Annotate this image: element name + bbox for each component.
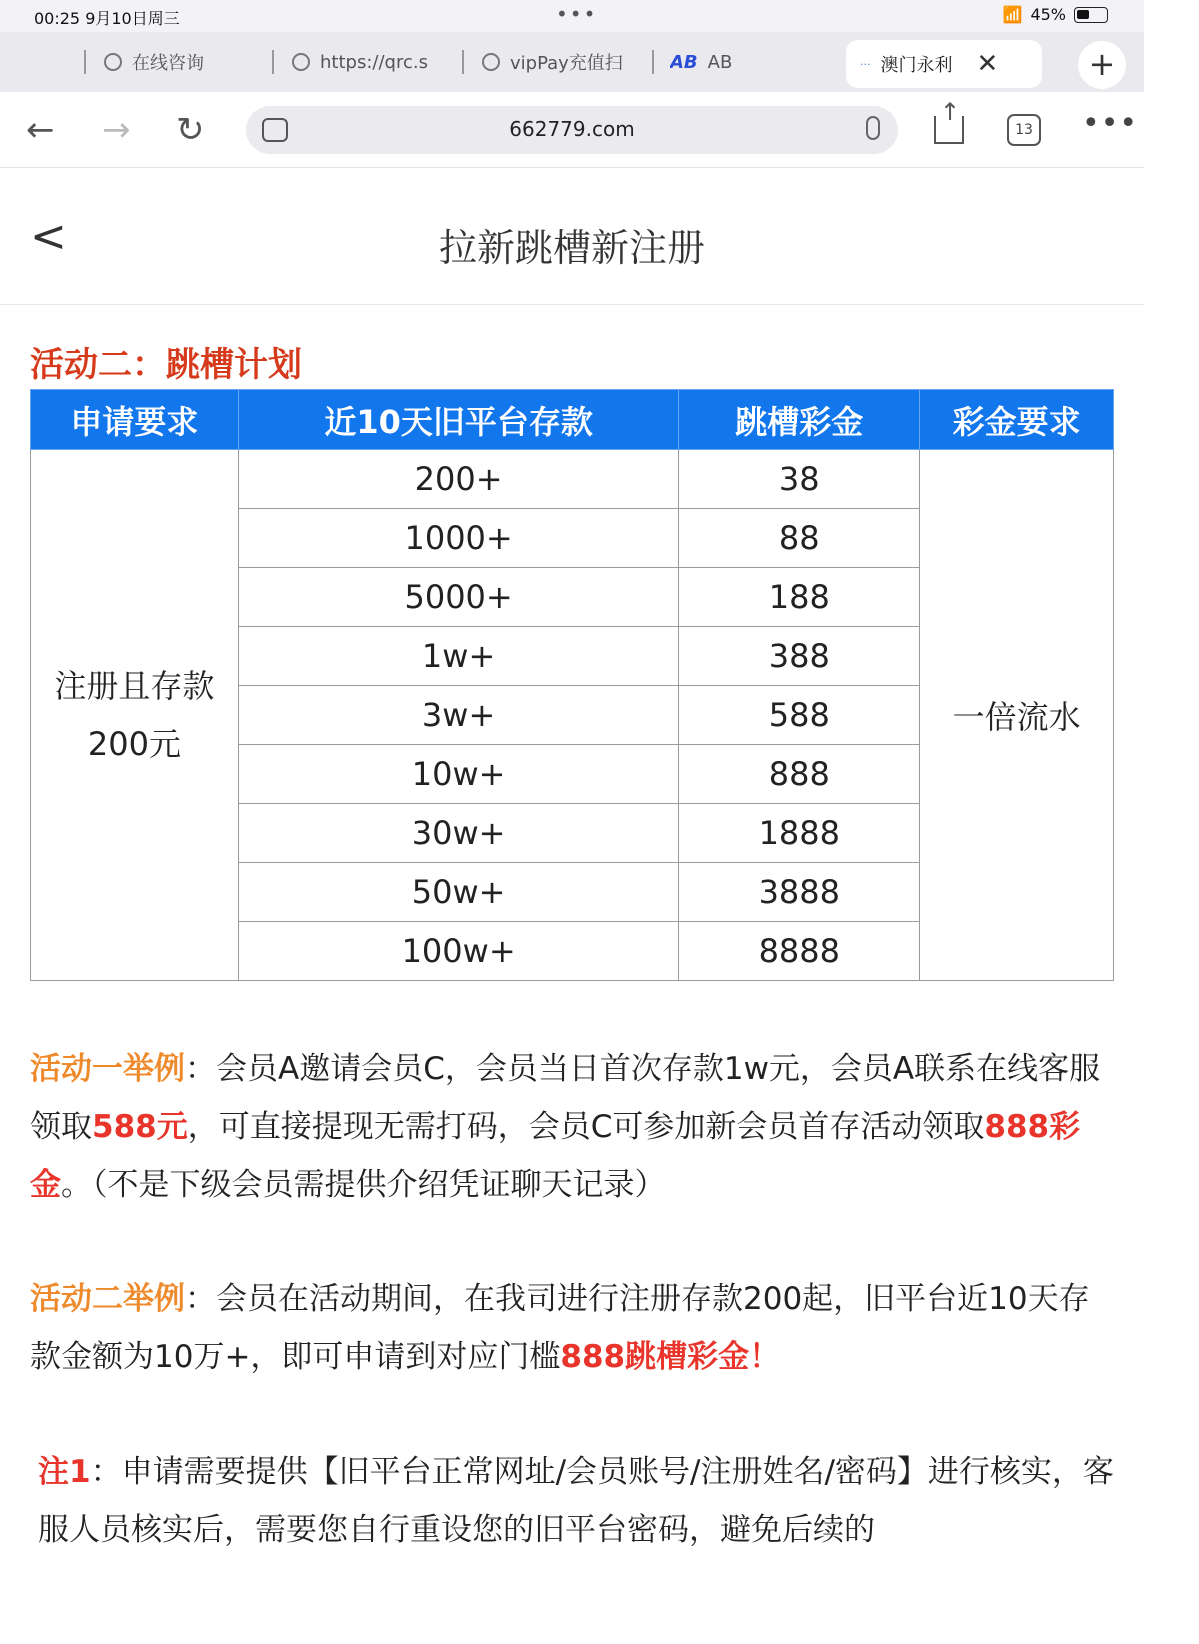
header-requirement: 申请要求 (31, 390, 239, 450)
tab-separator (84, 50, 86, 74)
cell-bonus: 3888 (679, 863, 920, 922)
table-body (31, 450, 1114, 981)
tab-vippay[interactable] (482, 44, 638, 80)
cell-bonus: 88 (679, 509, 920, 568)
cell-bonus: 8888 (679, 922, 920, 981)
wifi-icon: 📶 (1002, 5, 1023, 24)
header-bonus-requirement: 彩金要求 (920, 390, 1114, 450)
example-one-highlight-b: 888彩金 (30, 1109, 1081, 1203)
browser-toolbar (0, 92, 1144, 168)
cell-bonus: 888 (679, 745, 920, 804)
reload-icon[interactable]: ↻ (176, 110, 205, 150)
header-deposit: 近10天旧平台存款 (238, 390, 679, 450)
example-one-text-c: 。（不是下级会员需提供介绍凭证聊天记录） (61, 1167, 666, 1203)
globe-icon (104, 53, 122, 71)
ab-logo-icon: AB (670, 51, 698, 73)
note-one (30, 1443, 1114, 1559)
more-menu-icon[interactable]: ••• (1082, 106, 1139, 141)
cell-deposit: 200+ (238, 450, 679, 509)
tab-label: AB (707, 51, 733, 73)
cell-deposit: 1w+ (238, 627, 679, 686)
example-one (30, 1040, 1114, 1214)
status-time: 00:25 9月10日周三 (34, 9, 180, 28)
tab-online-chat[interactable] (104, 44, 264, 80)
site-favicon-icon: ··· (860, 57, 871, 71)
new-tab-button[interactable]: + (1078, 41, 1126, 89)
cell-deposit: 5000+ (238, 568, 679, 627)
tab-count-button[interactable]: 13 (1007, 114, 1041, 146)
example-two-label: 活动二举例 (30, 1281, 185, 1317)
example-two (30, 1270, 1114, 1386)
tab-separator (462, 50, 464, 74)
multitask-dots-icon[interactable]: ••• (556, 2, 598, 26)
tab-ab[interactable] (670, 44, 790, 80)
cell-deposit: 10w+ (238, 745, 679, 804)
close-tab-icon[interactable]: ✕ (976, 49, 999, 79)
header-bonus: 跳槽彩金 (679, 390, 920, 450)
example-one-highlight-a: 588元 (92, 1109, 188, 1145)
tab-label: 在线咨询 (132, 53, 204, 74)
cell-deposit: 1000+ (238, 509, 679, 568)
cell-bonus-requirement: 一倍流水 (920, 450, 1114, 981)
tab-separator (652, 50, 654, 74)
page-header (0, 169, 1144, 305)
section-title: 活动二：跳槽计划 (30, 345, 302, 385)
globe-icon (292, 53, 310, 71)
cell-deposit: 100w+ (238, 922, 679, 981)
cell-deposit: 3w+ (238, 686, 679, 745)
battery-icon (1074, 7, 1108, 23)
example-two-highlight: 888跳槽彩金！ (560, 1339, 781, 1375)
cell-deposit: 30w+ (238, 804, 679, 863)
microphone-icon[interactable] (866, 116, 880, 140)
share-icon[interactable] (934, 116, 964, 144)
cell-bonus: 188 (679, 568, 920, 627)
chevron-left-icon[interactable]: < (30, 211, 67, 262)
cell-bonus: 1888 (679, 804, 920, 863)
cell-bonus: 588 (679, 686, 920, 745)
tab-qrc[interactable] (292, 44, 448, 80)
globe-icon (482, 53, 500, 71)
cell-bonus: 388 (679, 627, 920, 686)
example-one-label: 活动一举例 (30, 1051, 185, 1087)
example-one-text-b: ，可直接提现无需打码，会员C可参加新会员首存活动领取 (187, 1109, 985, 1145)
tab-label: vipPay充值扫 (510, 53, 623, 74)
tab-separator (272, 50, 274, 74)
cell-bonus: 38 (679, 450, 920, 509)
battery-fill (1077, 10, 1089, 19)
bonus-table (30, 389, 1114, 981)
note-one-label: 注1 (38, 1454, 91, 1490)
tab-label: https://qrc.s (320, 51, 428, 73)
back-arrow-icon[interactable]: ← (26, 110, 55, 150)
table-row (31, 450, 1114, 509)
cell-requirement: 注册且存款 200元 (31, 450, 239, 981)
address-bar[interactable] (246, 106, 898, 154)
status-right (1003, 5, 1108, 24)
url-text: 662779.com (509, 117, 635, 141)
tab-active[interactable] (846, 40, 1042, 88)
tab-label: 澳门永利 (880, 55, 953, 76)
forward-arrow-icon[interactable]: → (102, 110, 131, 150)
battery-percent: 45% (1030, 5, 1066, 24)
note-one-text: ：申请需要提供【旧平台正常网址/会员账号/注册姓名/密码】进行核实，客服人员核实后，需要您自行重设您的旧平台密码，避免后续的 (38, 1454, 1114, 1548)
tab-bar (0, 32, 1144, 92)
page-title: 拉新跳槽新注册 (438, 226, 705, 270)
example-one-text-a: ：会员A邀请会员C，会员当日首次存款1w元，会员A联系在线客服领取 (30, 1051, 1101, 1145)
cell-deposit: 50w+ (238, 863, 679, 922)
example-two-text: ：会员在活动期间，在我司进行注册存款200起，旧平台近10天存款金额为10万+，即可申请到对应门槛 (30, 1281, 1090, 1375)
status-bar (0, 0, 1144, 32)
